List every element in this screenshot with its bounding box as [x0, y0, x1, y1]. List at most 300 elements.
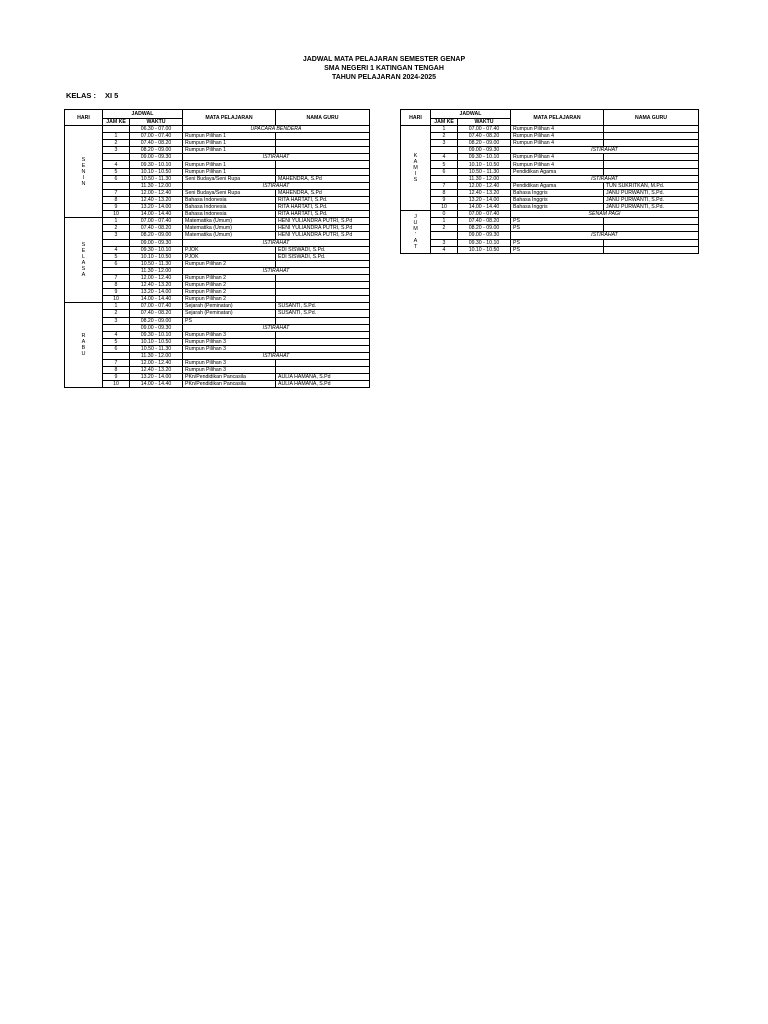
schedule-row [401, 189, 699, 196]
day-name-letter: R [81, 333, 86, 340]
period-time: 09.00 - 09.30 [130, 239, 183, 246]
period-time: 13.20 - 14.00 [130, 374, 183, 381]
period-number: 4 [103, 331, 130, 338]
period-number: 1 [431, 126, 458, 133]
break-row [65, 324, 370, 331]
period-number: 10 [103, 296, 130, 303]
subject-name: Rumpun Pilihan 2 [183, 296, 276, 303]
header-jam-ke: JAM KE [431, 119, 458, 126]
schedule-row [401, 133, 699, 140]
period-number: 2 [431, 133, 458, 140]
teacher-name [276, 317, 370, 324]
schedule-row [65, 189, 370, 196]
schedule-row [65, 175, 370, 182]
period-number: 6 [103, 260, 130, 267]
subject-name: Matematika (Umum) [183, 225, 276, 232]
teacher-name: AULIA HAMANA, S.Pd [276, 381, 370, 388]
period-number: 1 [103, 218, 130, 225]
schedule-row [401, 126, 699, 133]
period-time: 10.50 - 11.30 [130, 260, 183, 267]
period-time: 12.40 - 13.20 [130, 282, 183, 289]
period-time: 14.00 - 14.40 [130, 211, 183, 218]
period-number: 5 [431, 161, 458, 168]
subject-name: Sejarah (Peminatan) [183, 310, 276, 317]
period-number: 8 [431, 189, 458, 196]
period-number: 3 [103, 232, 130, 239]
break-label: UPACARA BENDERA [183, 126, 370, 133]
period-number: 7 [431, 182, 458, 189]
teacher-name [604, 246, 699, 253]
teacher-name [276, 168, 370, 175]
subject-name: Pendidikan Agama [511, 168, 604, 175]
break-row [401, 175, 699, 182]
day-name-cell [401, 126, 431, 211]
period-number: 4 [431, 246, 458, 253]
subject-name: Seni Budaya/Seni Rupa [183, 189, 276, 196]
schedule-row [401, 239, 699, 246]
period-time: 07.00 - 07.40 [130, 303, 183, 310]
teacher-name: HENI YULIANDRA PUTRI, S.Pd [276, 232, 370, 239]
schedule-row [401, 140, 699, 147]
period-number: 3 [103, 317, 130, 324]
day-name-letter: N [81, 180, 86, 187]
teacher-name: TUN SUKRITKAN, M.Pd. [604, 182, 699, 189]
schedule-body-left [65, 126, 370, 388]
teacher-name: SUSANTI, S.Pd. [276, 303, 370, 310]
teacher-name: RITA HARTATI, S.Pd. [276, 211, 370, 218]
break-row [65, 267, 370, 274]
break-row [65, 154, 370, 161]
period-time: 07.40 - 08.20 [458, 218, 511, 225]
period-time: 12.00 - 12.40 [458, 182, 511, 189]
subject-name: Rumpun Pilihan 1 [183, 133, 276, 140]
teacher-name: JANU PURWANTI, S.Pd. [604, 204, 699, 211]
header-hari: HARI [65, 110, 103, 126]
break-row [65, 182, 370, 189]
subject-name: Matematika (Umum) [183, 218, 276, 225]
day-name-letter: A [413, 237, 418, 244]
teacher-name [276, 367, 370, 374]
period-number: 1 [103, 303, 130, 310]
day-name-letter: E [81, 162, 86, 169]
period-number: 10 [103, 211, 130, 218]
day-name-letter: I [414, 171, 417, 178]
period-number: 0 [431, 211, 458, 218]
period-number: 8 [103, 282, 130, 289]
teacher-name [604, 161, 699, 168]
schedule-row [401, 182, 699, 189]
break-label: SENAM PAGI [511, 211, 699, 218]
period-time: 10.10 - 10.50 [130, 168, 183, 175]
subject-name: Bahasa Indonesia [183, 204, 276, 211]
period-number: 1 [431, 218, 458, 225]
schedule-row [65, 296, 370, 303]
break-label: ISTIRAHAT [183, 353, 370, 360]
break-row [401, 211, 699, 218]
period-time: 11.30 - 12.00 [130, 267, 183, 274]
teacher-name [276, 147, 370, 154]
period-number: 3 [431, 140, 458, 147]
teacher-name [604, 126, 699, 133]
schedule-row [65, 374, 370, 381]
period-number: 9 [431, 196, 458, 203]
day-name-letter: K [413, 153, 418, 160]
period-time: 08.20 - 09.00 [458, 140, 511, 147]
teacher-name: EDI SISWADI, S.Pd. [276, 253, 370, 260]
header-jadwal: JADWAL [103, 110, 183, 119]
schedule-row [65, 133, 370, 140]
period-time: 10.10 - 10.50 [458, 161, 511, 168]
period-time: 07.00 - 07.40 [458, 211, 511, 218]
subject-name: Rumpun Pilihan 4 [511, 126, 604, 133]
period-time: 10.50 - 11.30 [458, 168, 511, 175]
break-label: ISTIRAHAT [183, 324, 370, 331]
break-label: ISTIRAHAT [511, 175, 699, 182]
header-waktu: WAKTU [458, 119, 511, 126]
day-name-letter: A [413, 159, 418, 166]
period-time: 10.50 - 11.30 [130, 345, 183, 352]
subject-name: Bahasa Inggris [511, 189, 604, 196]
period-number [103, 353, 130, 360]
subject-name: Rumpun Pilihan 3 [183, 338, 276, 345]
period-number: 6 [103, 175, 130, 182]
schedule-row [65, 317, 370, 324]
header-guru: NAMA GURU [276, 110, 370, 126]
break-label: ISTIRAHAT [511, 232, 699, 239]
subject-name: Rumpun Pilihan 4 [511, 154, 604, 161]
day-name-letter: A [81, 339, 86, 346]
subject-name: PS [183, 317, 276, 324]
break-label: ISTIRAHAT [511, 147, 699, 154]
day-name-cell [65, 303, 103, 388]
break-label: ISTIRAHAT [183, 267, 370, 274]
period-number: 2 [103, 310, 130, 317]
break-row [65, 239, 370, 246]
schedule-row [65, 331, 370, 338]
period-time: 12.40 - 13.20 [458, 189, 511, 196]
academic-year: TAHUN PELAJARAN 2024-2025 [331, 74, 437, 81]
subject-name: PKn/Pendidikan Pancasila [183, 374, 276, 381]
break-row [65, 126, 370, 133]
period-time: 07.00 - 07.40 [130, 218, 183, 225]
header-jadwal: JADWAL [431, 110, 511, 119]
subject-name: PJOK [183, 246, 276, 253]
day-name-letter: T [413, 243, 418, 250]
schedule-row [65, 211, 370, 218]
day-name-letter: U [413, 219, 418, 226]
schedule-row [65, 196, 370, 203]
subject-name: Rumpun Pilihan 2 [183, 282, 276, 289]
teacher-name [276, 331, 370, 338]
period-time: 08.20 - 09.00 [130, 317, 183, 324]
period-time: 07.40 - 08.20 [130, 225, 183, 232]
schedule-table-right [400, 109, 699, 254]
teacher-name [276, 140, 370, 147]
subject-name: Rumpun Pilihan 4 [511, 161, 604, 168]
period-number: 4 [103, 246, 130, 253]
subject-name: Rumpun Pilihan 3 [183, 331, 276, 338]
day-name-letter: S [81, 242, 86, 249]
period-number [103, 182, 130, 189]
schedule-row [401, 196, 699, 203]
teacher-name [276, 289, 370, 296]
teacher-name: RITA HARTATI, S.Pd. [276, 204, 370, 211]
schedule-row [401, 161, 699, 168]
schedule-row [65, 218, 370, 225]
day-name-cell [65, 218, 103, 303]
teacher-name [276, 274, 370, 281]
teacher-name [604, 140, 699, 147]
break-label: ISTIRAHAT [183, 182, 370, 189]
teacher-name [604, 218, 699, 225]
schedule-row [65, 225, 370, 232]
header-jam-ke: JAM KE [103, 119, 130, 126]
period-number [431, 175, 458, 182]
class-label-row [66, 91, 118, 100]
period-time: 08.20 - 09.00 [458, 225, 511, 232]
subject-name: Sejarah (Peminatan) [183, 303, 276, 310]
schedule-row [65, 303, 370, 310]
period-time: 07.00 - 07.40 [130, 133, 183, 140]
period-time: 09.00 - 09.30 [458, 232, 511, 239]
teacher-name [604, 133, 699, 140]
header-hari: HARI [401, 110, 431, 126]
period-time: 11.30 - 12.00 [130, 353, 183, 360]
period-time: 12.00 - 12.40 [130, 274, 183, 281]
schedule-row [401, 218, 699, 225]
period-time: 09.00 - 09.30 [130, 324, 183, 331]
subject-name: PS [511, 225, 604, 232]
period-number: 6 [103, 345, 130, 352]
teacher-name [276, 338, 370, 345]
subject-name: Rumpun Pilihan 2 [183, 260, 276, 267]
subject-name: Bahasa Indonesia [183, 196, 276, 203]
subject-name: Rumpun Pilihan 3 [183, 360, 276, 367]
day-name-letter: E [81, 248, 86, 255]
period-time: 07.40 - 08.20 [458, 133, 511, 140]
period-time: 09.00 - 09.30 [130, 154, 183, 161]
day-name-letter: J [414, 213, 417, 220]
teacher-name [276, 296, 370, 303]
schedule-row [65, 289, 370, 296]
period-number: 3 [103, 147, 130, 154]
period-time: 13.20 - 14.00 [130, 204, 183, 211]
teacher-name [604, 154, 699, 161]
subject-name: PS [511, 239, 604, 246]
schedule-row [401, 204, 699, 211]
class-label: KELAS : [66, 91, 96, 100]
schedule-body-right [401, 126, 699, 254]
day-name-letter: M [413, 165, 418, 172]
period-number: 7 [103, 274, 130, 281]
period-number [103, 267, 130, 274]
period-number: 7 [103, 189, 130, 196]
period-time: 14.00 - 14.40 [130, 296, 183, 303]
period-time: 09.00 - 09.30 [458, 147, 511, 154]
period-time: 12.00 - 12.40 [130, 189, 183, 196]
teacher-name [276, 360, 370, 367]
subject-name: Rumpun Pilihan 3 [183, 345, 276, 352]
period-time: 11.30 - 12.00 [458, 175, 511, 182]
teacher-name: JANU PURWANTI, S.Pd. [604, 196, 699, 203]
period-number: 5 [103, 253, 130, 260]
period-time: 11.30 - 12.00 [130, 182, 183, 189]
period-time: 10.10 - 10.50 [458, 246, 511, 253]
schedule-row [65, 161, 370, 168]
day-name-letter: ' [414, 231, 417, 238]
schedule-row [65, 381, 370, 388]
break-row [401, 147, 699, 154]
schedule-row [401, 246, 699, 253]
subject-name: Rumpun Pilihan 3 [183, 367, 276, 374]
school-name: SMA NEGERI 1 KATINGAN TENGAH [324, 65, 444, 72]
period-number [431, 147, 458, 154]
teacher-name [276, 282, 370, 289]
subject-name: Rumpun Pilihan 2 [183, 274, 276, 281]
period-time: 10.10 - 10.50 [130, 253, 183, 260]
schedule-row [401, 168, 699, 175]
subject-name: Rumpun Pilihan 1 [183, 147, 276, 154]
subject-name: Bahasa Indonesia [183, 211, 276, 218]
period-time: 06.30 - 07.00 [130, 126, 183, 133]
teacher-name: RITA HARTATI, S.Pd. [276, 196, 370, 203]
schedule-row [65, 274, 370, 281]
period-number [103, 324, 130, 331]
schedule-row [65, 204, 370, 211]
teacher-name: SUSANTI, S.Pd. [276, 310, 370, 317]
day-name-letter: A [81, 260, 86, 267]
period-number: 9 [103, 204, 130, 211]
teacher-name [276, 260, 370, 267]
period-number: 2 [103, 140, 130, 147]
subject-name: Seni Budaya/Seni Rupa [183, 175, 276, 182]
period-number: 7 [103, 360, 130, 367]
period-number: 8 [103, 367, 130, 374]
period-number: 4 [103, 161, 130, 168]
schedule-row [65, 253, 370, 260]
break-label: ISTIRAHAT [183, 239, 370, 246]
day-name-letter: M [413, 225, 418, 232]
day-name-cell [65, 126, 103, 218]
period-number: 5 [103, 168, 130, 175]
header-waktu: WAKTU [130, 119, 183, 126]
schedule-row [65, 246, 370, 253]
period-number: 10 [103, 381, 130, 388]
subject-name: Rumpun Pilihan 1 [183, 168, 276, 175]
schedule-row [401, 225, 699, 232]
teacher-name [276, 345, 370, 352]
period-number: 3 [431, 239, 458, 246]
schedule-row [65, 232, 370, 239]
period-time: 09.30 - 10.10 [458, 154, 511, 161]
teacher-name: MAHENDRA, S.Pd [276, 175, 370, 182]
teacher-name [604, 168, 699, 175]
teacher-name: EDI SISWADI, S.Pd. [276, 246, 370, 253]
day-name-letter: I [82, 174, 85, 181]
teacher-name [604, 239, 699, 246]
period-time: 09.30 - 10.10 [130, 161, 183, 168]
day-name-letter: B [81, 345, 86, 352]
header-mapel: MATA PELAJARAN [183, 110, 276, 126]
day-name-cell [401, 211, 431, 254]
period-time: 12.40 - 13.20 [130, 196, 183, 203]
period-time: 07.40 - 08.20 [130, 140, 183, 147]
header-mapel: MATA PELAJARAN [511, 110, 604, 126]
subject-name: Pendidikan Agama [511, 182, 604, 189]
period-number: 10 [431, 204, 458, 211]
period-time: 07.00 - 07.40 [458, 126, 511, 133]
class-value: XI 5 [105, 91, 119, 100]
period-time: 09.30 - 10.10 [130, 246, 183, 253]
subject-name: Rumpun Pilihan 1 [183, 161, 276, 168]
break-label: ISTIRAHAT [183, 154, 370, 161]
period-number: 8 [103, 196, 130, 203]
subject-name: PS [511, 218, 604, 225]
teacher-name: JANU PURWANTI, S.Pd. [604, 189, 699, 196]
subject-name: Rumpun Pilihan 4 [511, 140, 604, 147]
subject-name: Rumpun Pilihan 4 [511, 133, 604, 140]
period-time: 12.00 - 12.40 [130, 360, 183, 367]
subject-name: Rumpun Pilihan 2 [183, 289, 276, 296]
subject-name: PS [511, 246, 604, 253]
period-time: 08.20 - 09.00 [130, 147, 183, 154]
subject-name: Matematika (Umum) [183, 232, 276, 239]
teacher-name: AULIA HAMANA, S.Pd [276, 374, 370, 381]
schedule-row [65, 168, 370, 175]
subject-name: Rumpun Pilihan 1 [183, 140, 276, 147]
subject-name: PJOK [183, 253, 276, 260]
period-time: 10.10 - 10.50 [130, 338, 183, 345]
day-name-letter: A [81, 272, 86, 279]
period-time: 14.00 - 14.40 [458, 204, 511, 211]
schedule-row [65, 140, 370, 147]
period-time: 08.20 - 09.00 [130, 232, 183, 239]
break-row [401, 232, 699, 239]
period-time: 07.40 - 08.20 [130, 310, 183, 317]
subject-name: Bahasa Inggris [511, 196, 604, 203]
day-name-letter: S [81, 266, 86, 273]
teacher-name [604, 225, 699, 232]
period-number: 2 [431, 225, 458, 232]
schedule-row [65, 345, 370, 352]
period-time: 10.50 - 11.30 [130, 175, 183, 182]
teacher-name: HENI YULIANDRA PUTRI, S.Pd [276, 225, 370, 232]
day-name-letter: L [81, 254, 86, 261]
period-time: 09.30 - 10.10 [458, 239, 511, 246]
schedule-table-left [64, 109, 370, 388]
schedule-row [65, 310, 370, 317]
period-number [431, 232, 458, 239]
schedule-row [65, 338, 370, 345]
teacher-name [276, 133, 370, 140]
period-number: 1 [103, 133, 130, 140]
header-guru: NAMA GURU [604, 110, 699, 126]
teacher-name [276, 161, 370, 168]
period-time: 09.30 - 10.10 [130, 331, 183, 338]
period-time: 14.00 - 14.40 [130, 381, 183, 388]
period-number: 9 [103, 289, 130, 296]
period-number [103, 154, 130, 161]
period-number: 6 [431, 168, 458, 175]
period-number [103, 239, 130, 246]
period-number: 9 [103, 374, 130, 381]
subject-name: Bahasa Inggris [511, 204, 604, 211]
schedule-row [65, 282, 370, 289]
schedule-row [65, 260, 370, 267]
day-name-letter: S [81, 156, 86, 163]
period-number: 4 [431, 154, 458, 161]
break-row [65, 353, 370, 360]
